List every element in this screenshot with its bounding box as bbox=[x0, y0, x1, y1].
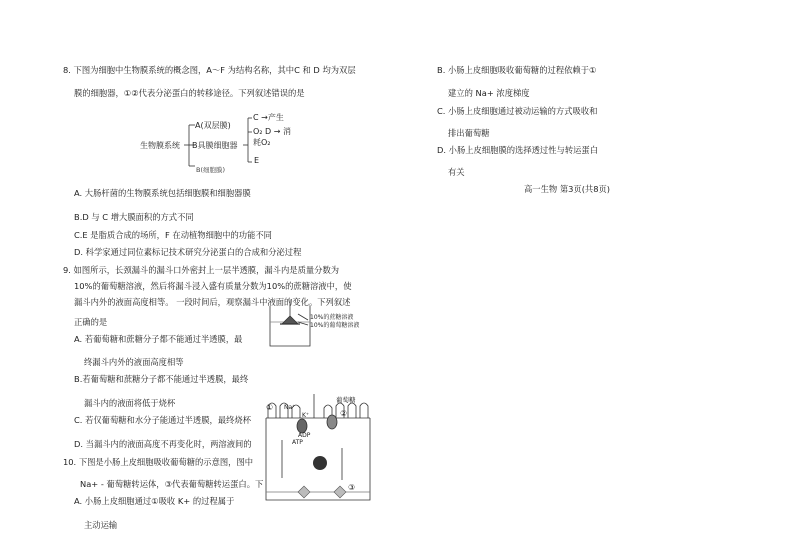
q10-stem-line1: 10. 下图是小肠上皮细胞吸收葡萄糖的示意图，图中 bbox=[63, 457, 254, 467]
q10-stem-line2: Na+ - 葡萄糖转运体，③代表葡萄糖转运蛋白。下 bbox=[80, 479, 264, 489]
q8-stem-line1: 8. 下图为细胞中生物膜系统的概念图，A～F 为结构名称，其中C 和 D 均为双层 bbox=[63, 65, 356, 75]
diagram-a-label: A(双层膜) bbox=[195, 121, 231, 130]
q10-option-a-line2: 主动运输 bbox=[84, 520, 118, 530]
diagram-c-label: C →产生 bbox=[253, 113, 284, 122]
q10-option-b-line2: 建立的 Na+ 浓度梯度 bbox=[448, 88, 530, 98]
q8-option-a: A. 大肠杆菌的生物膜系统包括细胞膜和细胞器膜 bbox=[74, 188, 251, 198]
diagram-root-label: 生物膜系统 bbox=[140, 141, 180, 150]
legend-sucrose: 10%的蔗糖溶液 bbox=[310, 314, 354, 321]
q9-option-c-line1: C. 若仅葡萄糖和水分子能通过半透膜，最终烧杯 bbox=[74, 415, 252, 425]
transporter-3-icon bbox=[298, 486, 310, 498]
transporter-basal-icon bbox=[334, 486, 346, 498]
q9-option-b-line2: 漏斗内的液面将低于烧杯 bbox=[84, 398, 176, 408]
nucleus-icon bbox=[313, 456, 327, 470]
diagram-d-label: O₂ D → 消 bbox=[253, 127, 291, 136]
q10-option-d-line2: 有关 bbox=[448, 167, 465, 177]
page-footer: 高一生物 第3页(共8页) bbox=[524, 184, 611, 194]
q9-stem-line3: 漏斗内外的液面高度相等。 一段时间后，观察漏斗中液面的变化。下列叙述 bbox=[74, 297, 351, 307]
q8-option-d: D. 科学家通过同位素标记技术研究分泌蛋白的合成和分泌过程 bbox=[74, 247, 302, 257]
legend-glucose: 10%的葡萄糖溶液 bbox=[310, 322, 360, 329]
q10-option-c-line1: C. 小肠上皮细胞通过被动运输的方式吸收和 bbox=[437, 106, 598, 116]
q9-funnel-beaker-figure bbox=[262, 300, 392, 350]
label-adp: ADP bbox=[298, 432, 311, 439]
diagram-f-label: B(细胞膜) bbox=[196, 166, 226, 174]
label-atp: ATP bbox=[292, 439, 303, 446]
label-na: Na⁺ bbox=[284, 404, 296, 411]
q10-option-d-line1: D. 小肠上皮细胞膜的选择透过性与转运蛋白 bbox=[437, 145, 599, 155]
diagram-b-label: B具膜细胞器 bbox=[192, 141, 238, 150]
q8-membrane-concept-diagram bbox=[140, 110, 320, 174]
q9-option-b-line1: B.若葡萄糖和蔗糖分子都不能通过半透膜，最终 bbox=[74, 374, 249, 384]
q10-intestinal-cell-figure bbox=[262, 388, 372, 520]
q9-option-d-line1: D. 当漏斗内的液面高度不再变化时，两溶液间的 bbox=[74, 439, 252, 449]
label-k: K⁺ bbox=[302, 412, 310, 419]
q8-option-c: C.E 是脂质合成的场所，F 在动植物细胞中的功能不同 bbox=[74, 230, 272, 240]
diagram-d2-label: 耗O₂ bbox=[253, 138, 271, 147]
q8-option-b: B.D 与 C 增大膜面积的方式不同 bbox=[74, 212, 194, 222]
q8-stem-line2: 膜的细胞器，①②代表分泌蛋白的转移途径。下列叙述错误的是 bbox=[74, 88, 305, 98]
q10-option-a-line1: A. 小肠上皮细胞通过①吸收 K+ 的过程属于 bbox=[74, 496, 235, 506]
q9-stem-line2: 10%的葡萄糖溶液，然后将漏斗浸入盛有质量分数为10%的蔗糖溶液中，使 bbox=[74, 281, 352, 291]
label-n3: ③ bbox=[348, 483, 356, 492]
q9-stem-line1: 9. 如图所示，长颈漏斗的漏斗口外密封上一层半透膜，漏斗内是质量分数为 bbox=[63, 265, 340, 275]
q9-stem-line4: 正确的是 bbox=[74, 317, 108, 327]
q9-option-a-line1: A. 若葡萄糖和蔗糖分子都不能通过半透膜，最 bbox=[74, 334, 243, 344]
q10-option-b-line1: B. 小肠上皮细胞吸收葡萄糖的过程依赖于① bbox=[437, 65, 597, 75]
label-n2: ② bbox=[340, 409, 348, 418]
q10-option-c-line2: 排出葡萄糖 bbox=[448, 128, 490, 138]
label-glucose: 葡萄糖 bbox=[336, 396, 356, 404]
diagram-e-label: E bbox=[254, 156, 260, 165]
label-n1: ① bbox=[266, 403, 274, 412]
q9-option-a-line2: 终漏斗内外的液面高度相等 bbox=[84, 357, 184, 367]
